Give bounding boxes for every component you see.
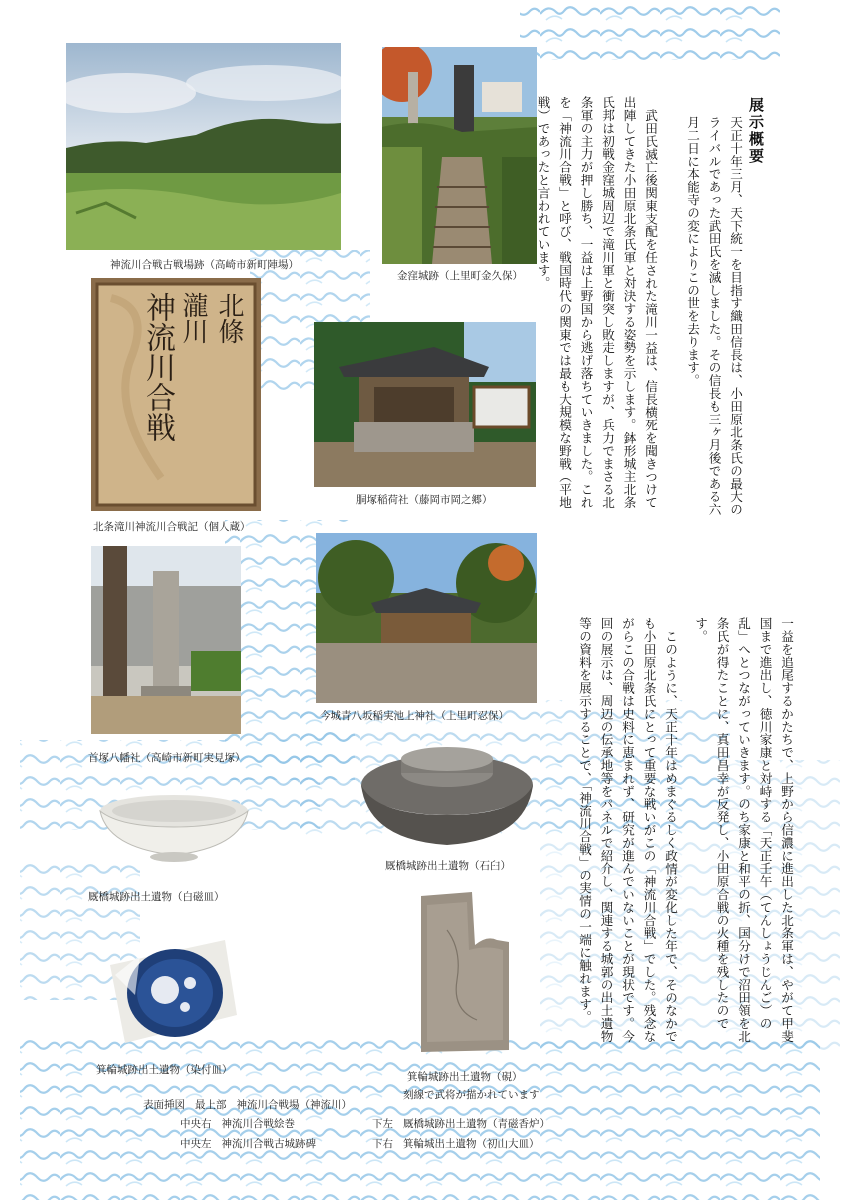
credits-center-right-label: 中央右 <box>180 1118 212 1130</box>
caption-inkstone: 箕輪城跡出土遺物（硯） <box>407 1071 523 1083</box>
credits-top-label: 最上部 <box>195 1099 227 1111</box>
photo-stone-mortar <box>358 745 536 850</box>
photo-blue-plate <box>105 935 240 1045</box>
credits-bottom-left-label: 下左 <box>372 1118 393 1130</box>
section-title: 展示概要 <box>747 97 765 165</box>
overview-paragraph-3: 一益を追尾するかたちで、上野から信濃に進出した北条軍は、やがて甲斐国まで進出し、徳川家康と対峙する「天正壬午（てんしょうじんご）の乱」へとつながっていきます。のち家康と和平の折、国分けで沼田領を北条氏が得たことに、真田昌幸が反発し、小田原合戦の火種を残したのです。 <box>693 617 794 1043</box>
credits-bottom-right-value: 箕輪城出土遺物（初山大皿） <box>403 1138 540 1150</box>
credits-center-left-value: 神流川合戦古城跡碑 <box>221 1138 317 1150</box>
credits-center-right-value: 神流川合戦絵巻 <box>221 1118 296 1130</box>
caption-blue-plate: 箕輪城跡出土遺物（染付皿） <box>96 1064 233 1076</box>
overview-paragraph-1: 天正十年三月、天下統一を目指す織田信長は、小田原北条氏の最大のライバルであった武田氏を滅しました。その信長も三ヶ月後である六月二日に本能寺の変によりこの世を去ります。 <box>685 116 743 516</box>
scroll-line-1: 北條 <box>214 292 244 344</box>
credits-bottom-left-value: 厩橋城跡出土遺物（青磁香炉） <box>403 1118 551 1130</box>
scroll-title-text <box>139 292 247 497</box>
credits-label: 表面挿図 <box>143 1099 185 1111</box>
caption-battlefield: 神流川合戦古戦場跡（高崎市新町陣場） <box>110 259 299 271</box>
photo-inkstone <box>417 890 513 1055</box>
credits-top-value: 神流川合戦場（神流川） <box>236 1099 353 1111</box>
caption-inkstone-note: 刻線で武将が描かれています <box>403 1089 540 1101</box>
caption-kanakubo-castle: 金窪城跡（上里町金久保） <box>397 270 523 282</box>
overview-paragraph-4: このように、天正十年はめまぐるしく政情が変化した年で、そのなかでも小田原北条氏にとって重要な戦いがこの「神流川合戦」でした。残念ながらこの合戦は史料に恵まれず、研究が進んでいないことが現状です。今回の展示は、周辺の伝承地等をパネルで紹介し、関連する城郭の出土遺物等の資料を展示することで、「神流川合戦」の実情の一端に触れます。 <box>577 617 678 1043</box>
credits-center-left-label: 中央左 <box>180 1138 212 1150</box>
scroll-line-2: 瀧川 <box>178 292 208 344</box>
caption-battle-scroll: 北条滝川神流川合戦記（個人蔵） <box>93 521 251 533</box>
scroll-line-3: 神流川合戦 <box>140 292 175 442</box>
photo-kubizuka-shrine <box>91 546 241 734</box>
photo-ikegami-shrine <box>316 533 537 703</box>
overview-paragraph-2: 武田氏滅亡後関東支配を任された滝川一益は、信長横死を聞きつけて出陣してきた小田原北条氏軍と対決する姿勢を示します。鉢形城主北条氏邦は初戦金窪城周辺で滝川軍と衝突し敗走しますが、兵力でまさる北条軍の主力が押し勝ち、一益は上野国から逃げ落ちていきました。これを「神流川合戦」と呼び、戦国時代の関東では最も大規模な野戦（平地戦）であったと言われています。 <box>535 96 658 509</box>
photo-white-dish <box>98 793 250 865</box>
photo-battlefield <box>66 43 341 250</box>
caption-ikegami-shrine: 今城青八坂稲実池上神社（上里町忍保） <box>320 710 509 722</box>
photo-dozuka-shrine <box>314 322 536 487</box>
caption-kubizuka-shrine: 首塚八幡社（高崎市新町実見塚） <box>88 752 246 764</box>
caption-dozuka-shrine: 胴塚稲荷社（藤岡市岡之郷） <box>356 494 493 506</box>
caption-white-dish: 厩橋城跡出土遺物（白磁皿） <box>88 891 225 903</box>
caption-stone-mortar: 厩橋城跡出土遺物（石臼） <box>385 860 511 872</box>
photo-kanakubo-castle <box>382 47 537 264</box>
photo-battle-scroll <box>91 278 261 511</box>
credits-bottom-right-label: 下右 <box>372 1138 393 1150</box>
